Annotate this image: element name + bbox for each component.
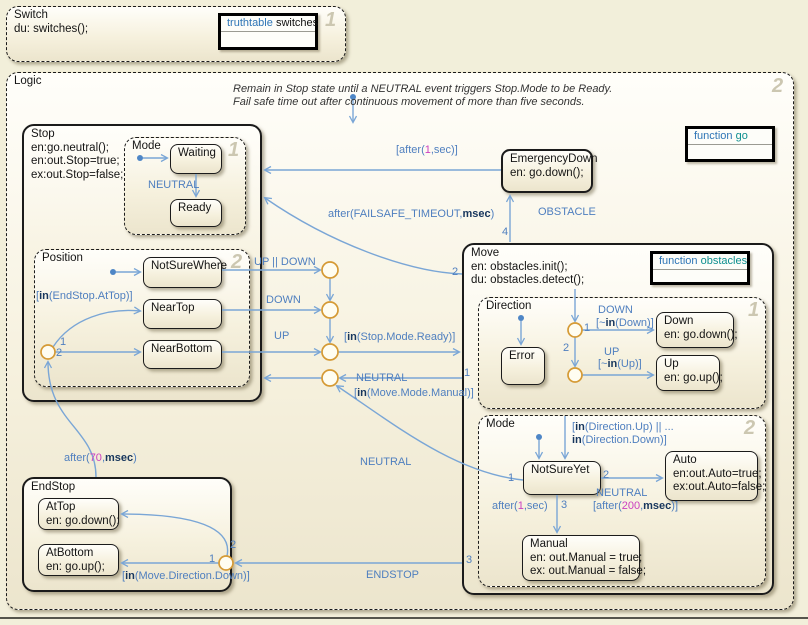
state-action-line: du: obstacles.detect(); [471, 274, 585, 286]
state-title: Down [664, 315, 694, 327]
transition-order-number: 1 [584, 322, 591, 334]
junction[interactable] [322, 370, 338, 386]
state-title: Auto [673, 454, 697, 466]
state-title: NotSureYet [531, 464, 590, 476]
state-action-line: en:out.Auto=true; [673, 467, 762, 480]
parallel-order-number: 2 [231, 251, 243, 273]
state-action-line: ex:out.Stop=false; [31, 168, 124, 181]
state-title: Position [42, 252, 83, 264]
transition-label-after70[interactable]: after(70,msec) [64, 452, 137, 464]
transition-guard-direction-up-line1[interactable]: [in(Direction.Up) || ... [572, 421, 674, 433]
transition-label-down[interactable]: DOWN [598, 304, 633, 316]
state-title: Ready [178, 202, 212, 214]
junction[interactable] [41, 345, 55, 359]
state-title: Error [509, 350, 535, 362]
parallel-order-number: 2 [744, 417, 756, 439]
junction[interactable] [568, 323, 582, 337]
state-title: Up [664, 358, 679, 370]
transition-order-number: 2 [56, 347, 63, 359]
transition-guard-direction-down-line2[interactable]: in(Direction.Down)] [572, 434, 667, 446]
transition-guard-stop-mode-ready[interactable]: [in(Stop.Mode.Ready)] [344, 331, 456, 343]
function-keyword: function [659, 255, 698, 267]
state-action-line: ex:out.Auto=false; [673, 481, 766, 493]
transition-order-number: 1 [209, 553, 216, 565]
function-name: obstacles [700, 255, 748, 267]
state-action-line: en:out.Stop=true; [31, 155, 120, 167]
state-action-line: en: obstacles.init(); [471, 260, 568, 273]
transition-label-failsafe-timeout[interactable]: after(FAILSAFE_TIMEOUT,msec) [328, 208, 495, 220]
transition-guard-after200[interactable]: [after(200,msec)] [593, 500, 679, 512]
state-title: AtBottom [46, 547, 94, 559]
default-transition-dot[interactable] [110, 269, 116, 275]
state-title: NearBottom [151, 343, 213, 355]
junction[interactable] [568, 368, 582, 382]
junction[interactable] [219, 556, 233, 570]
state-action-line: en:go.neutral(); [31, 141, 109, 154]
state-title: Direction [486, 300, 532, 312]
transition-guard-not-in-up[interactable]: [~in(Up)] [598, 358, 642, 370]
transition-label-neutral[interactable]: NEUTRAL [596, 487, 648, 499]
transition-label-up-or-down[interactable]: UP || DOWN [254, 256, 316, 268]
transition-order-number: 4 [502, 226, 509, 238]
transition-order-number: 3 [561, 499, 568, 511]
state-action-line: en: go.down(); [664, 328, 738, 341]
state-title: Switch [14, 9, 48, 21]
state-title: Logic [14, 75, 42, 87]
junction[interactable] [322, 302, 338, 318]
transition-order-number: 1 [464, 367, 471, 379]
canvas-bottom-edge [0, 617, 808, 619]
transition-label-up[interactable]: UP [604, 346, 620, 358]
function-name: go [735, 130, 748, 142]
transition-label-endstop[interactable]: ENDSTOP [366, 569, 419, 581]
parallel-order-number: 1 [325, 9, 337, 31]
transition-order-number: 1 [60, 336, 67, 348]
state-title: Move [471, 247, 500, 259]
transition-label-obstacle[interactable]: OBSTACLE [538, 206, 596, 218]
junction[interactable] [322, 262, 338, 278]
transition-junction-to-attop[interactable] [122, 514, 228, 556]
transition-order-number: 1 [508, 472, 515, 484]
transition-guard-not-in-down[interactable]: [~in(Down)] [596, 317, 654, 329]
transition-order-number: 2 [603, 469, 610, 481]
transition-guard-endstop-attop[interactable]: [in(EndStop.AtTop)] [36, 290, 133, 302]
annotation-line-2[interactable]: Fail safe time out after continuous movement of more than five seconds. [233, 96, 585, 108]
function-keyword: function [694, 130, 733, 142]
transition-label-up[interactable]: UP [274, 330, 290, 342]
state-action-line: en: go.down(); [510, 166, 584, 179]
default-transition-dot[interactable] [137, 155, 143, 161]
state-title: Mode [486, 418, 515, 430]
transition-label-neutral-curve[interactable]: NEUTRAL [360, 456, 412, 468]
state-title: Waiting [178, 147, 216, 159]
default-transition-dot[interactable] [518, 315, 524, 321]
transition-order-number: 3 [466, 554, 473, 566]
truthtable-name: switches [275, 17, 319, 29]
state-title: Manual [530, 538, 568, 550]
transition-label-neutral[interactable]: NEUTRAL [356, 372, 408, 384]
parallel-order-number: 1 [228, 139, 240, 161]
transition-guard-move-direction-down[interactable]: [in(Move.Direction.Down)] [122, 570, 250, 582]
transition-label-after-1sec[interactable]: [after(1,sec)] [396, 144, 458, 156]
state-title: EmergencyDown [510, 153, 598, 165]
state-action-line: en: out.Manual = true; [530, 551, 643, 564]
annotation-line-1[interactable]: Remain in Stop state until a NEUTRAL event triggers Stop.Mode to be Ready. [233, 83, 613, 95]
junction[interactable] [322, 344, 338, 360]
default-transition-dot[interactable] [536, 434, 542, 440]
state-title: NearTop [151, 302, 195, 314]
state-title: NotSureWhere [151, 260, 228, 272]
parallel-order-number: 1 [748, 299, 760, 321]
transition-label-after-1sec[interactable]: after(1,sec) [492, 500, 548, 512]
parallel-order-number: 2 [772, 75, 784, 97]
transition-order-number: 2 [563, 342, 570, 354]
state-title: EndStop [31, 481, 76, 493]
transition-order-number: 2 [230, 539, 237, 551]
state-title: Stop [31, 128, 55, 140]
state-action-line: en: go.up(); [664, 371, 723, 384]
transition-guard-move-mode-manual[interactable]: [in(Move.Mode.Manual)] [354, 387, 474, 399]
state-action-line: en: go.down(); [46, 514, 120, 527]
state-title: Mode [132, 140, 161, 152]
state-action-line: en: go.up(); [46, 560, 105, 573]
transition-label-neutral[interactable]: NEUTRAL [148, 179, 200, 191]
transition-label-down[interactable]: DOWN [266, 294, 301, 306]
state-action-line: du: switches(); [14, 22, 89, 35]
truthtable-keyword: truthtable [227, 17, 273, 29]
state-action-line: ex: out.Manual = false; [530, 565, 647, 577]
transition-order-number: 2 [452, 266, 459, 278]
state-title: AtTop [46, 501, 76, 513]
